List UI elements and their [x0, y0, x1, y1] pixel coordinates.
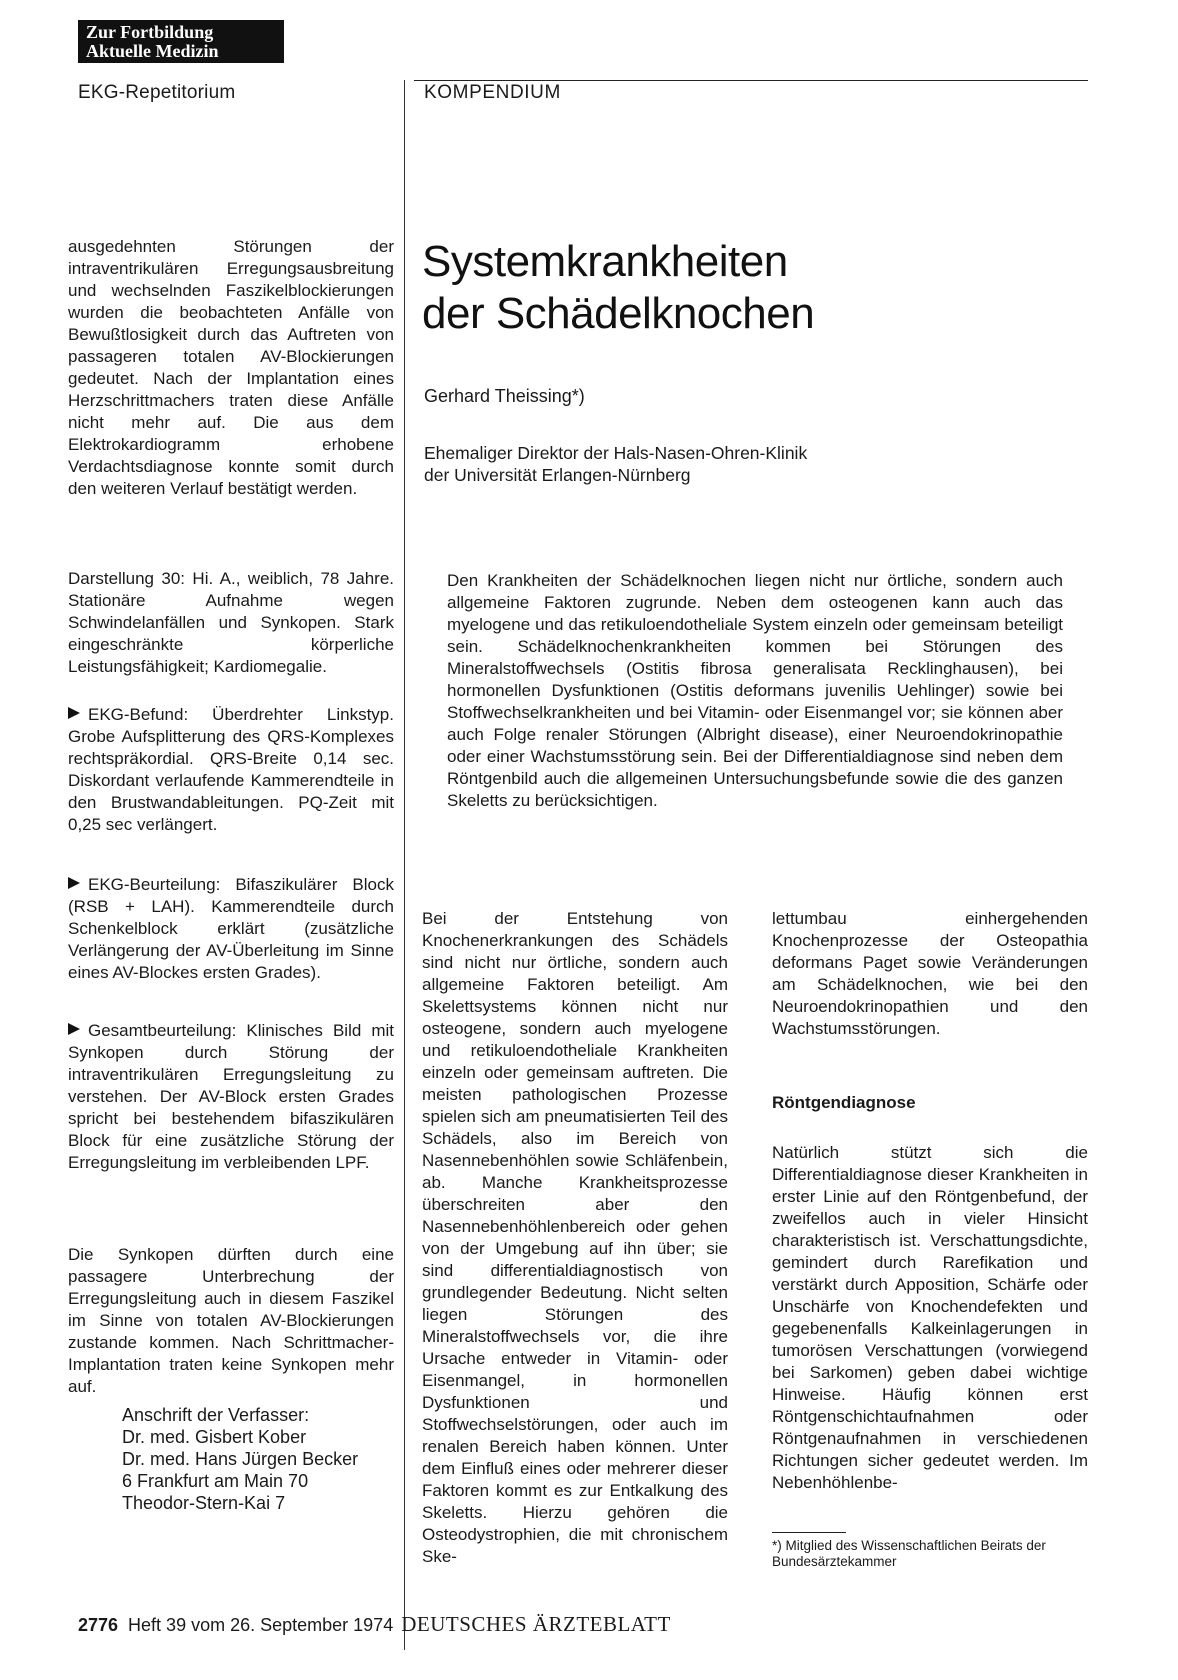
ekg-text: ausgedehnten Störungen der intraventrikulären Erregungsausbreitung und wechselnden Faszikelblockierungen wurden die beobachteten Anfälle von Bewußtlosigkeit durch das Auftreten von passageren totalen AV-Blockierungen gedeutet. Nach der Implantation eines Herzschrittmachers traten diese Anfälle nicht mehr auf. Die aus dem Elektrokardiogramm erhobene Verdachtsdiagnose konnte somit durch den weiteren Verlauf bestätigt werden.	[68, 237, 394, 498]
footnote-rule	[772, 1532, 846, 1533]
header-rule	[414, 80, 1088, 81]
body-text: Bei der Entstehung von Knochenerkrankungen des Schädels sind nicht nur örtliche, sondern auch allgemeine Faktoren beteiligt. Am Skelettsystems können nicht nur osteogene, sondern auch myelogene und retikuloendotheliale Krankheiten einzeln oder gemeinsam auftreten. Die meisten pathologischen Prozesse spielen sich am pneumatisierten Teil des Schädels, also im Bereich von Nasennebenhöhlen sowie Schläfenbein, ab. Manche Krankheitsprozesse überschreiten aber den Nasennebenhöhlenbereich oder gehen von der Umgebung auf ihn über; sie sind differentialdiagnostisch von grundlegender Bedeutung. Nicht selten liegen Störungen des Mineralstoffwechsels vor, die ihre Ursache entweder in Vitamin- oder Eisenmangel, in hormonellen Dysfunktionen und Stoffwechselstörungen, oder auch im renalen Bereich haben können. Unter dem Einfluß eines oder mehrerer dieser Faktoren kommt es zur Entkalkung des Skeletts. Hierzu gehören die Osteodystrophien, die mit chronischem Ske-	[422, 909, 728, 1566]
page-number: 2776	[78, 1615, 119, 1635]
abstract-text: Den Krankheiten der Schädelknochen liegen nicht nur örtliche, sondern auch allgemeine Faktoren zugrunde. Neben dem osteogenen kann auch das myelogene und das retikuloendotheliale System einzeln oder gemeinsam beteiligt sein. Schädelknochenkrankheiten kommen bei Störungen des Mineralstoffwechsels (Ostitis fibrosa generalisata Recklinghausen), bei hormonellen Dysfunktionen (Ostitis deformans juvenilis Uehlinger) sowie bei Stoffwechselkrankheiten und bei Vitamin- oder Eisenmangel vor; sie können aber auch Folge renaler Störungen (Albright disease), einer Neuroendokrinopathie oder einer Wachstumsstörung sein. Bei der Differentialdiagnose sind neben dem Röntgenbild auch die allgemeinen Untersuchungsbefunde sowie die des ganzen Skeletts zu berücksichtigen.	[447, 571, 1063, 810]
author-address	[122, 1404, 358, 1514]
section-heading: Röntgendiagnose	[772, 1093, 916, 1112]
body-text: lettumbau einhergehenden Knochenprozesse der Osteopathia deformans Paget sowie Veränderungen am Schädelknochen, wie bei den Neuroendokrinopathien und den Wachstumsstörungen.	[772, 909, 1088, 1038]
affiliation-line-1: Ehemaliger Direktor der Hals-Nasen-Ohren-Klinik	[424, 443, 808, 463]
address-line: Dr. med. Hans Jürgen Becker	[122, 1449, 359, 1469]
section-label-left: EKG-Repetitorium	[78, 82, 236, 103]
body-column-2-cont	[772, 1142, 1088, 1494]
address-label: Anschrift der Verfasser:	[122, 1405, 310, 1425]
ekg-paragraph-6	[68, 1244, 394, 1398]
column-divider	[404, 80, 405, 1650]
ekg-text: EKG-Beurteilung: Bifaszikulärer Block (RSB + LAH). Kammerendteile durch Schenkelblock erklärt (zusätzliche Verlängerung der AV-Überleitung im Sinne eines AV-Blockes ersten Grades).	[68, 875, 394, 982]
issue-info: Heft 39 vom 26. September 1974	[128, 1615, 394, 1635]
address-line: Theodor-Stern-Kai 7	[122, 1493, 286, 1513]
article-title	[422, 236, 1022, 340]
ekg-text: Gesamtbeurteilung: Klinisches Bild mit Synkopen durch Störung der intraventrikulären Erregungsleitung zu verstehen. Der AV-Block ersten Grades spricht bei bestehendem bifaszikulären Block für eine zusätzliche Störung der Erregungsleitung im verbleibenden LPF.	[68, 1021, 394, 1172]
body-text: Natürlich stützt sich die Differentialdiagnose dieser Krankheiten in erster Linie auf den Röntgenbefund, der zweifellos auch in vieler Hinsicht charakteristisch ist. Verschattungsdichte, gemindert durch Rarefikation und verstärkt durch Apposition, Schärfe oder Unschärfe von Knochendefekten und gegebenenfalls Kalkeinlagerungen in tumorösen Verschattungen (vorwiegend bei Sarkomen) geben dabei wichtige Hinweise. Häufig können erst Röntgenschichtaufnahmen oder Röntgenaufnahmen in verschiedenen Richtungen sicher gedeutet werden. Im Nebenhöhlenbe-	[772, 1143, 1088, 1492]
article-abstract	[447, 570, 1063, 812]
title-line-1: Systemkrankheiten	[422, 237, 788, 286]
triangle-bullet-icon	[68, 707, 80, 719]
triangle-bullet-icon	[68, 877, 80, 889]
section-badge	[78, 20, 284, 63]
ekg-text: Darstellung 30: Hi. A., weiblich, 78 Jahre. Stationäre Aufnahme wegen Schwindelanfällen und Synkopen. Stark eingeschränkte körperliche Leistungsfähigkeit; Kardiomegalie.	[68, 569, 394, 676]
ekg-paragraph-4	[68, 874, 394, 984]
title-line-2: der Schädelknochen	[422, 289, 815, 338]
ekg-paragraph-1	[68, 236, 394, 500]
article-author: Gerhard Theissing*)	[424, 386, 585, 406]
journal-name: DEUTSCHES ÄRZTEBLATT	[401, 1612, 671, 1636]
triangle-bullet-icon	[68, 1023, 80, 1035]
address-line: 6 Frankfurt am Main 70	[122, 1471, 309, 1491]
page-footer	[78, 1612, 671, 1637]
footnote: *) Mitglied des Wissenschaftlichen Beirats der Bundesärztekammer	[772, 1538, 1046, 1569]
ekg-text: EKG-Befund: Überdrehter Linkstyp. Grobe Aufsplitterung des QRS-Komplexes rechtspräkordial. QRS-Breite 0,14 sec. Diskordant verlaufende Kammerendteile in den Brustwandableitungen. PQ-Zeit mit 0,25 sec verlängert.	[68, 705, 394, 834]
ekg-text: Die Synkopen dürften durch eine passagere Unterbrechung der Erregungsleitung auch in diesem Faszikel im Sinne von totalen AV-Blockierungen zustande kommen. Nach Schrittmacher-Implantation traten keine Synkopen mehr auf.	[68, 1245, 394, 1396]
author-affiliation	[424, 442, 984, 486]
ekg-paragraph-3	[68, 704, 394, 836]
ekg-paragraph-5	[68, 1020, 394, 1174]
affiliation-line-2: der Universität Erlangen-Nürnberg	[424, 465, 691, 485]
section-label-right: KOMPENDIUM	[424, 82, 561, 103]
badge-line-1: Zur Fortbildung	[86, 22, 214, 42]
body-column-1	[422, 908, 728, 1568]
ekg-paragraph-2	[68, 568, 394, 678]
body-column-2	[772, 908, 1088, 1040]
address-line: Dr. med. Gisbert Kober	[122, 1427, 307, 1447]
badge-line-2: Aktuelle Medizin	[86, 41, 219, 61]
